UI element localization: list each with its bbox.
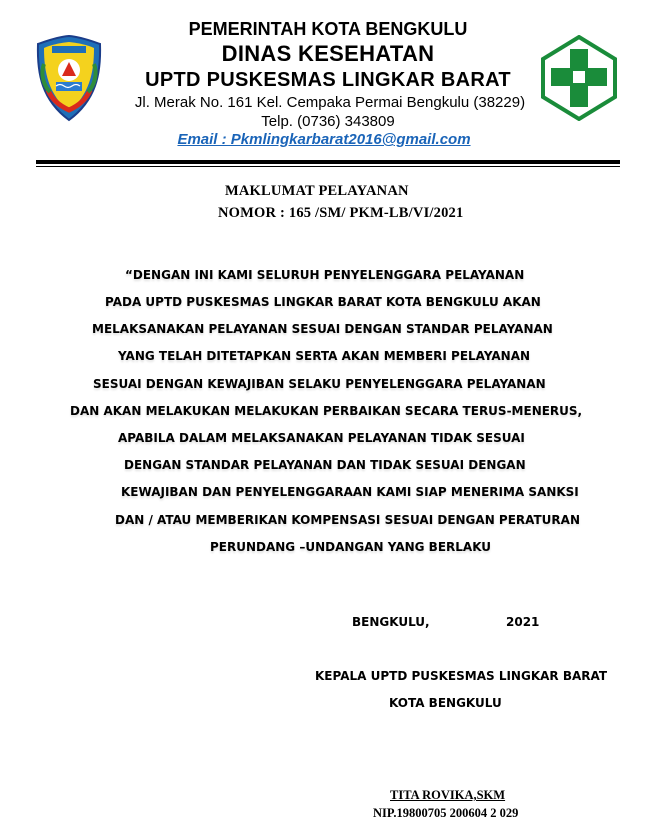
letterhead-government: PEMERINTAH KOTA BENGKULU bbox=[188, 19, 468, 39]
statement-line: DAN AKAN MELAKUKAN MELAKUKAN PERBAIKAN SECARA TERUS-MENERUS, bbox=[70, 404, 583, 418]
statement-line: MELAKSANAKAN PELAYANAN SESUAI DENGAN STANDAR PELAYANAN bbox=[92, 322, 553, 336]
letterhead-address: Jl. Merak No. 161 Kel. Cempaka Permai Bengkulu (38229) bbox=[134, 94, 526, 111]
document-title: MAKLUMAT PELAYANAN bbox=[225, 183, 409, 199]
signature-place: BENGKULU, bbox=[352, 615, 430, 629]
document-number: NOMOR : 165 /SM/ PKM-LB/VI/2021 bbox=[218, 205, 464, 221]
statement-line: YANG TELAH DITETAPKAN SERTA AKAN MEMBERI PELAYANAN bbox=[118, 349, 531, 363]
signature-year: 2021 bbox=[506, 615, 540, 629]
header-divider-thin bbox=[36, 166, 620, 167]
letterhead-institution: UPTD PUSKESMAS LINGKAR BARAT bbox=[145, 69, 511, 91]
header-divider-thick bbox=[36, 160, 620, 164]
statement-line: PERUNDANG –UNDANGAN YANG BERLAKU bbox=[210, 540, 492, 554]
statement-line: “DENGAN INI KAMI SELURUH PENYELENGGARA PELAYANAN bbox=[125, 268, 525, 282]
statement-line: KEWAJIBAN DAN PENYELENGGARAAN KAMI SIAP MENERIMA SANKSI bbox=[121, 485, 579, 499]
signature-position: KEPALA UPTD PUSKESMAS LINGKAR BARAT bbox=[315, 669, 608, 683]
statement-line: SESUAI DENGAN KEWAJIBAN SELAKU PENYELENGGARA PELAYANAN bbox=[93, 377, 546, 391]
statement-line: DENGAN STANDAR PELAYANAN DAN TIDAK SESUAI DENGAN bbox=[124, 458, 526, 472]
statement-line: APABILA DALAM MELAKSANAKAN PELAYANAN TIDAK SESUAI bbox=[118, 431, 525, 445]
signatory-name: TITA ROVIKA,SKM bbox=[390, 788, 506, 802]
signatory-nip: NIP.19800705 200604 2 029 bbox=[373, 806, 519, 820]
letterhead-email-link[interactable]: Email : Pkmlingkarbarat2016@gmail.com bbox=[177, 131, 471, 148]
statement-line: DAN / ATAU MEMBERIKAN KOMPENSASI SESUAI DENGAN PERATURAN bbox=[115, 513, 580, 527]
signature-position-city: KOTA BENGKULU bbox=[389, 696, 502, 710]
letterhead-phone: Telp. (0736) 343809 bbox=[261, 113, 395, 130]
statement-line: PADA UPTD PUSKESMAS LINGKAR BARAT KOTA BENGKULU AKAN bbox=[105, 295, 541, 309]
letterhead-department: DINAS KESEHATAN bbox=[221, 41, 435, 66]
